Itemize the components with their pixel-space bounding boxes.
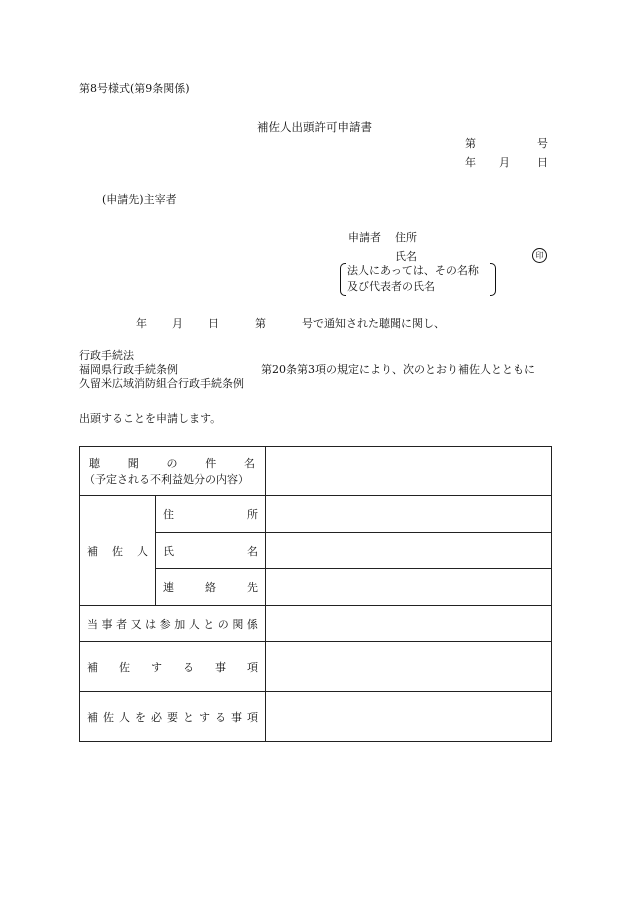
assistant-name-label: 氏 名 [156, 533, 266, 569]
necessity-field[interactable] [266, 692, 552, 742]
closing-statement: 出頭することを申請します。 [79, 412, 222, 425]
assistant-contact-label: 連 絡 先 [156, 569, 266, 606]
assistant-address-label: 住 所 [156, 496, 266, 533]
hearing-subject-label: 聴 聞 の 件 名 （予定される不利益処分の内容） [80, 447, 266, 496]
date-month: 月 [499, 156, 510, 169]
matters-field[interactable] [266, 642, 552, 692]
matters-label: 補 佐 す る 事 項 [80, 642, 266, 692]
law-clause: 第20条第3項の規定により、次のとおり補佐人とともに [261, 363, 535, 376]
hearing-subject-note: （予定される不利益処分の内容） [84, 473, 249, 486]
corporation-note-line2: 及び代表者の氏名 [347, 280, 435, 293]
doc-no-go: 号 [537, 137, 548, 150]
assistant-name-field[interactable] [266, 533, 552, 569]
row-relation [80, 606, 552, 642]
document-title: 補佐人出頭許可申請書 [257, 120, 372, 134]
notice-suffix: 号で通知された聴聞に関し、 [302, 317, 445, 330]
assistant-label: 補 佐 人 [80, 496, 156, 606]
corporation-note-line1: 法人にあっては、その名称 [347, 264, 479, 277]
doc-no-dai: 第 [465, 137, 476, 150]
assistant-address-field[interactable] [266, 496, 552, 533]
date-year: 年 [465, 156, 476, 169]
notice-year: 年 [136, 317, 147, 330]
notice-month: 月 [172, 317, 183, 330]
law-2: 福岡県行政手続条例 [79, 363, 178, 376]
seal-mark: 印 [532, 248, 547, 263]
corporation-note-bracket [340, 263, 496, 296]
row-assistant-address [80, 496, 552, 533]
row-necessity [80, 692, 552, 742]
row-hearing-subject [80, 447, 552, 496]
relation-label: 当 事 者 又 は 参 加 人 と の 関 係 [80, 606, 266, 642]
row-matters [80, 642, 552, 692]
applicant-address-label: 住所 [395, 231, 417, 244]
date-day: 日 [537, 156, 548, 169]
applicant-label: 申請者 [348, 231, 381, 244]
notice-dai: 第 [255, 317, 266, 330]
form-number: 第8号様式(第9条関係) [79, 82, 190, 95]
application-table [79, 446, 552, 742]
hearing-subject-field[interactable] [266, 447, 552, 496]
assistant-contact-field[interactable] [266, 569, 552, 606]
law-1: 行政手続法 [79, 349, 134, 362]
law-3: 久留米広域消防組合行政手続条例 [79, 377, 244, 390]
relation-field[interactable] [266, 606, 552, 642]
necessity-label: 補 佐 人 を 必 要 と す る 事 項 [80, 692, 266, 742]
applicant-name-label: 氏名 [395, 250, 417, 263]
addressee: (申請先)主宰者 [102, 193, 177, 206]
notice-day: 日 [208, 317, 219, 330]
